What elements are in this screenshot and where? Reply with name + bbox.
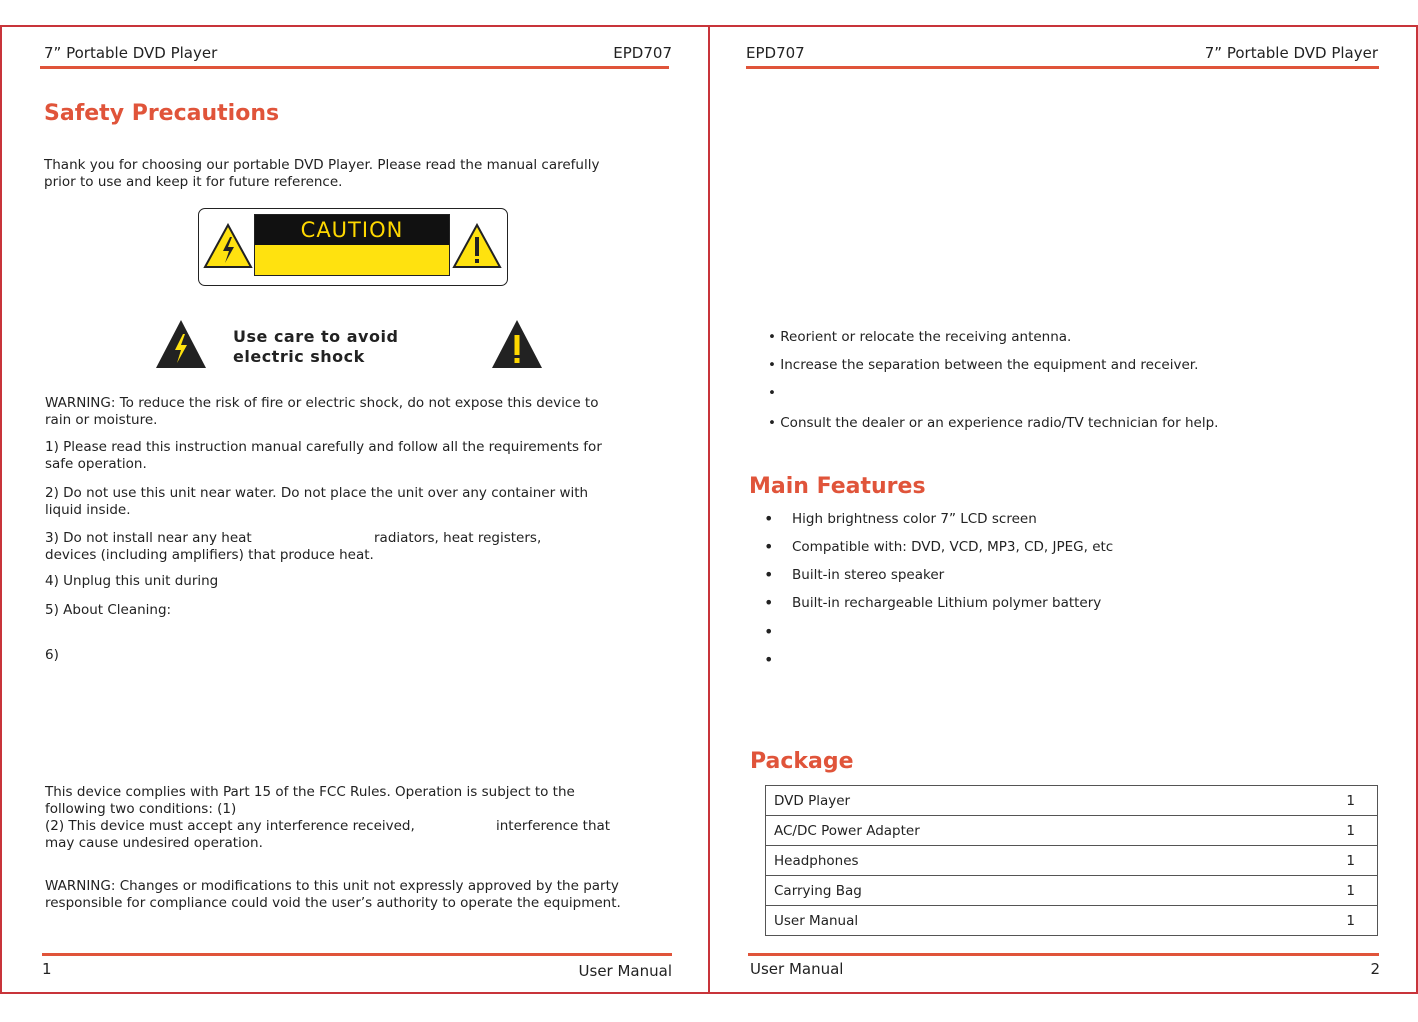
precaution-item-1: 1) Please read this instruction manual carefully and follow all the requirements for safe operation. bbox=[45, 439, 602, 472]
warning-moisture: WARNING: To reduce the risk of fire or electric shock, do not expose this device to rain or moisture. bbox=[45, 395, 599, 428]
header-product-name: 7” Portable DVD Player bbox=[44, 44, 218, 62]
package-item: Carrying Bag bbox=[766, 876, 1328, 906]
electric-shock-warning: Use care to avoid electric shock bbox=[233, 327, 399, 366]
page-number: 2 bbox=[1370, 960, 1380, 978]
feature-item: • Built-in stereo speaker bbox=[764, 565, 945, 584]
table-row bbox=[766, 876, 1378, 906]
package-item: User Manual bbox=[766, 906, 1328, 936]
precaution-item-2: 2) Do not use this unit near water. Do not place the unit over any container with liquid inside. bbox=[45, 485, 589, 518]
caution-label-box bbox=[198, 208, 508, 286]
header-model: EPD707 bbox=[746, 44, 805, 62]
right-page: EPD707 7” Portable DVD Player • Reorient or relocate the receiving antenna. • Increase the separation between the equipment and receiver. • • Consult the dealer or an experience radio/TV technician for help. Main Features • High brightness color 7” LCD screen • Compatible with: DVD, VCD, MP3, CD, JPEG, etc • Built-in stereo speaker • Built-in rechargeable Lithium polymer battery • • Package DVD Player 1 AC/DC Power Adapter 1 Headphones 1 Carrying Bag 1 User Manual 1 User Manual 2 bbox=[708, 25, 1418, 994]
exclamation-warning-icon bbox=[452, 223, 502, 269]
precaution-item-3-line2: devices (including amplifiers) that produce heat. bbox=[45, 547, 374, 563]
header-model: EPD707 bbox=[613, 44, 672, 62]
fcc-measure-2: • Increase the separation between the equipment and receiver. bbox=[768, 357, 1199, 373]
package-table bbox=[765, 785, 1378, 936]
footer-rule bbox=[42, 953, 672, 956]
electric-hazard-icon bbox=[203, 223, 253, 269]
caution-label: CAUTION bbox=[255, 215, 449, 245]
header-rule bbox=[746, 66, 1379, 69]
package-qty: 1 bbox=[1327, 846, 1378, 876]
section-title-package: Package bbox=[750, 749, 854, 774]
precaution-item-3: 3) Do not install near any heat bbox=[45, 530, 252, 546]
intro-text: Thank you for choosing our portable DVD Player. Please read the manual carefully prior to use and keep it for future reference. bbox=[44, 157, 600, 190]
package-item: Headphones bbox=[766, 846, 1328, 876]
warning-modifications: WARNING: Changes or modifications to this unit not expressly approved by the party responsible for compliance could void the user’s authority to operate the equipment. bbox=[45, 878, 621, 911]
electric-shock-icon bbox=[154, 318, 208, 370]
header-product-name: 7” Portable DVD Player bbox=[1204, 44, 1378, 62]
package-qty: 1 bbox=[1327, 816, 1378, 846]
fcc-line-2: following two conditions: (1) bbox=[45, 801, 237, 817]
fcc-line-3-part2: interference that bbox=[496, 818, 611, 834]
package-qty: 1 bbox=[1327, 786, 1378, 816]
package-item: AC/DC Power Adapter bbox=[766, 816, 1328, 846]
section-title-safety: Safety Precautions bbox=[44, 101, 280, 126]
exclamation-icon bbox=[490, 318, 544, 370]
precaution-item-6: 6) bbox=[45, 647, 59, 663]
footer-label: User Manual bbox=[578, 962, 672, 980]
page-number: 1 bbox=[42, 960, 52, 978]
table-row bbox=[766, 846, 1378, 876]
fcc-measure-4: • Consult the dealer or an experience radio/TV technician for help. bbox=[768, 415, 1219, 431]
fcc-line-3: (2) This device must accept any interference received, bbox=[45, 818, 415, 834]
feature-item: • High brightness color 7” LCD screen bbox=[764, 509, 1037, 528]
table-row bbox=[766, 786, 1378, 816]
footer-rule bbox=[748, 953, 1379, 956]
package-qty: 1 bbox=[1327, 906, 1378, 936]
precaution-item-3-part2: radiators, heat registers, bbox=[374, 530, 542, 546]
table-row bbox=[766, 906, 1378, 936]
fcc-line-1: This device complies with Part 15 of the FCC Rules. Operation is subject to the bbox=[45, 784, 575, 800]
precaution-item-4: 4) Unplug this unit during bbox=[45, 573, 219, 589]
precaution-item-5: 5) About Cleaning: bbox=[45, 602, 172, 618]
fcc-line-4: may cause undesired operation. bbox=[45, 835, 263, 851]
left-page bbox=[0, 25, 710, 994]
package-item: DVD Player bbox=[766, 786, 1328, 816]
caution-sign bbox=[254, 214, 450, 276]
feature-item: • Built-in rechargeable Lithium polymer battery bbox=[764, 593, 1102, 612]
fcc-measure-1: • Reorient or relocate the receiving antenna. bbox=[768, 329, 1072, 345]
header-rule bbox=[40, 66, 669, 69]
table-row bbox=[766, 816, 1378, 846]
footer-label: User Manual bbox=[750, 960, 844, 978]
fcc-measure-3: • bbox=[768, 385, 776, 401]
feature-item: • Compatible with: DVD, VCD, MP3, CD, JPEG, etc bbox=[764, 537, 1114, 556]
section-title-features: Main Features bbox=[749, 474, 926, 499]
package-qty: 1 bbox=[1327, 876, 1378, 906]
